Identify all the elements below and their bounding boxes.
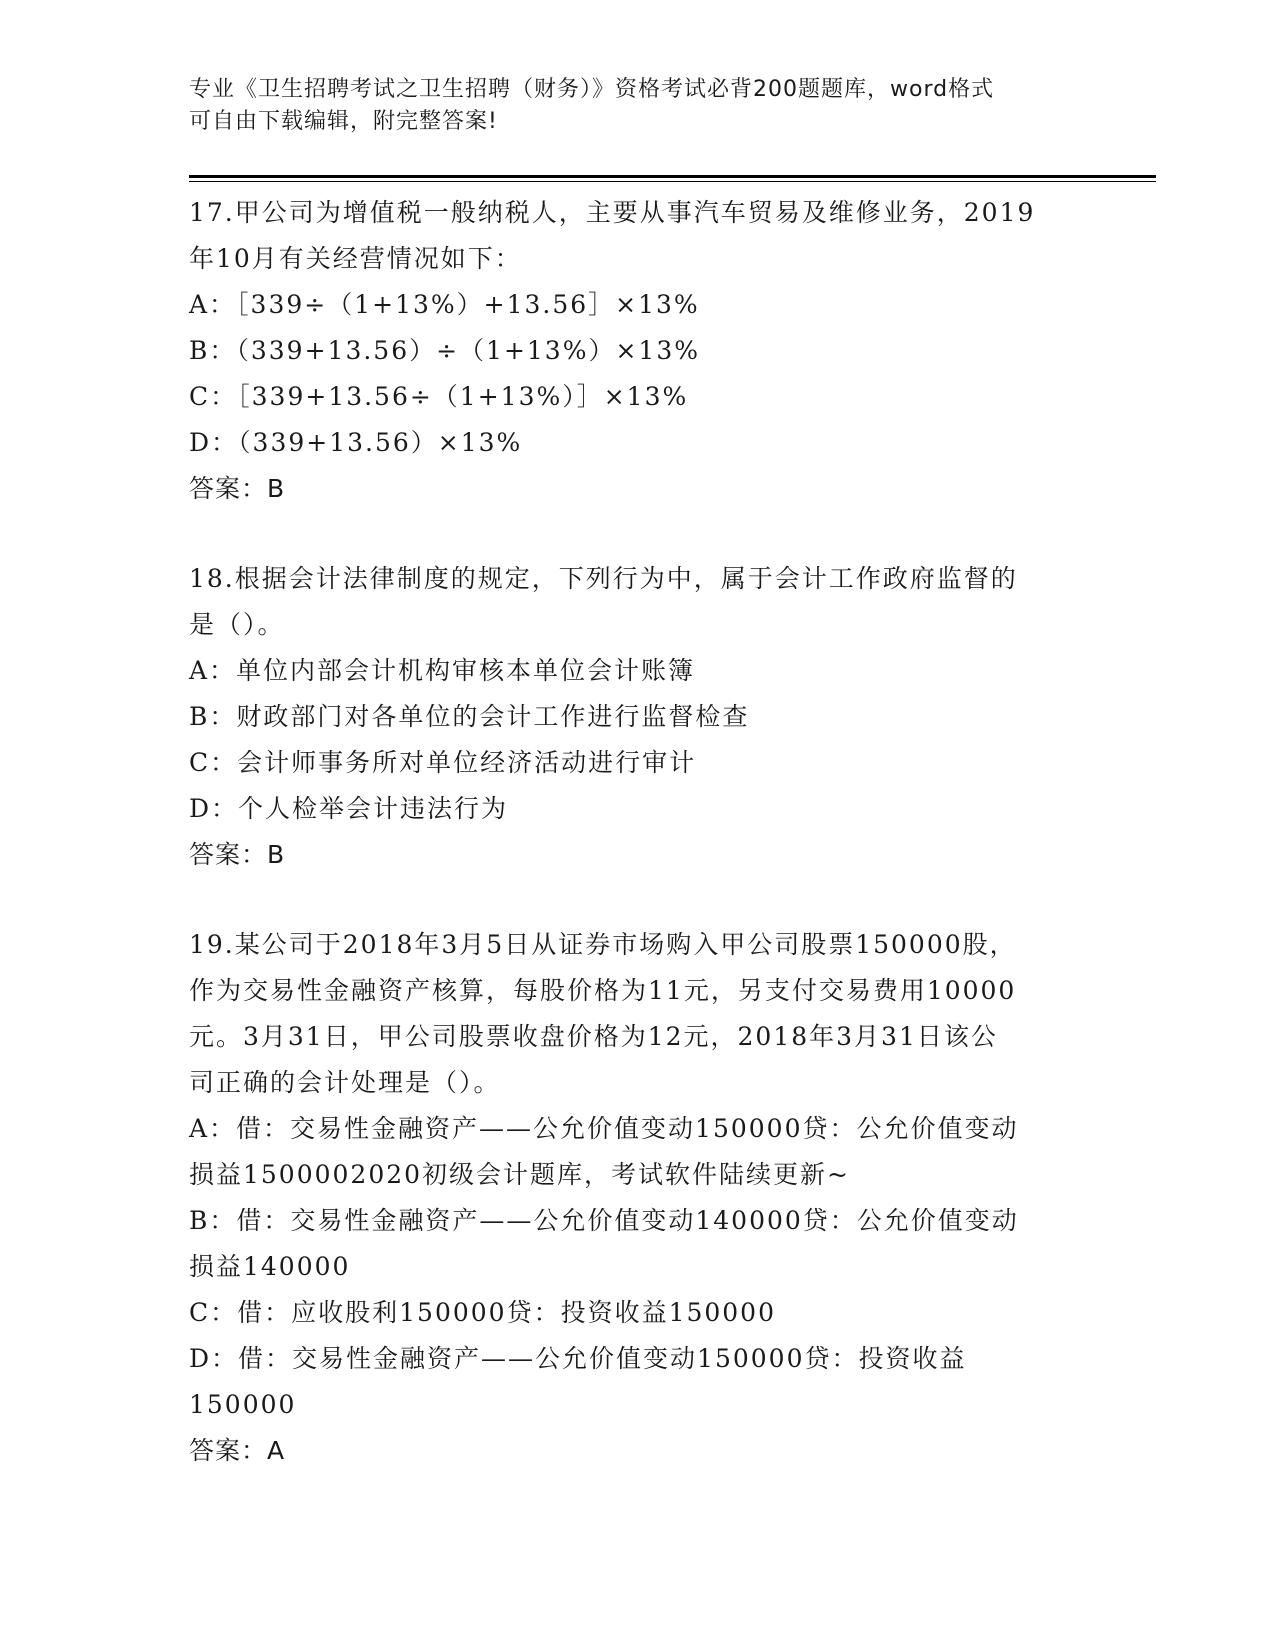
- option-d: D：个人检举会计违法行为: [189, 794, 509, 823]
- question-stem-line: 18.根据会计法律制度的规定，下列行为中，属于会计工作政府监督的: [189, 564, 1018, 593]
- option-a: A：借：交易性金融资产——公允价值变动150000贷：公允价值变动: [189, 1114, 1019, 1143]
- question-list: [189, 190, 1089, 1474]
- option-d-continued: 150000: [189, 1390, 297, 1419]
- header-rule-thick: [189, 175, 1156, 178]
- question-18: [189, 556, 1089, 878]
- option-b: B：（339+13.56）÷（1+13%）×13%: [189, 336, 700, 365]
- option-a: A：单位内部会计机构审核本单位会计账簿: [189, 656, 696, 685]
- option-b: B：财政部门对各单位的会计工作进行监督检查: [189, 702, 750, 731]
- answer-line: 答案：B: [189, 840, 286, 869]
- answer-line: 答案：A: [189, 1436, 286, 1465]
- question-stem-line: 19.某公司于2018年3月5日从证券市场购入甲公司股票150000股，: [189, 930, 1017, 959]
- question-stem-line: 作为交易性金融资产核算，每股价格为11元，另支付交易费用10000: [189, 976, 1017, 1005]
- option-a: A：［339÷（1+13%）+13.56］×13%: [189, 290, 700, 319]
- option-a-continued: 损益1500002020初级会计题库，考试软件陆续更新~: [189, 1160, 851, 1189]
- question-17: [189, 190, 1089, 512]
- question-stem-line: 元。3月31日，甲公司股票收盘价格为12元，2018年3月31日该公: [189, 1022, 998, 1051]
- option-c: C：［339+13.56÷（1+13%）］×13%: [189, 382, 689, 411]
- question-stem-line: 年10月有关经营情况如下：: [189, 244, 522, 273]
- question-stem-line: 17.甲公司为增值税一般纳税人，主要从事汽车贸易及维修业务，2019: [189, 198, 1036, 227]
- question-stem-line: 是（）。: [189, 610, 285, 639]
- answer-line: 答案：B: [189, 474, 286, 503]
- header-line-1: 专业《卫生招聘考试之卫生招聘（财务）》资格考试必背200题题库，word格式: [189, 77, 995, 102]
- document-header: [189, 74, 1069, 138]
- option-b-continued: 损益140000: [189, 1252, 351, 1281]
- option-c: C：会计师事务所对单位经济活动进行审计: [189, 748, 697, 777]
- option-c: C：借：应收股利150000贷：投资收益150000: [189, 1298, 776, 1327]
- option-b: B：借：交易性金融资产——公允价值变动140000贷：公允价值变动: [189, 1206, 1019, 1235]
- option-d: D：（339+13.56）×13%: [189, 428, 523, 457]
- header-line-2: 可自由下载编辑，附完整答案!: [189, 109, 498, 134]
- option-d: D：借：交易性金融资产——公允价值变动150000贷：投资收益: [189, 1344, 967, 1373]
- header-rule-thin: [189, 181, 1156, 182]
- question-stem-line: 司正确的会计处理是（）。: [189, 1068, 501, 1097]
- question-19: [189, 922, 1089, 1474]
